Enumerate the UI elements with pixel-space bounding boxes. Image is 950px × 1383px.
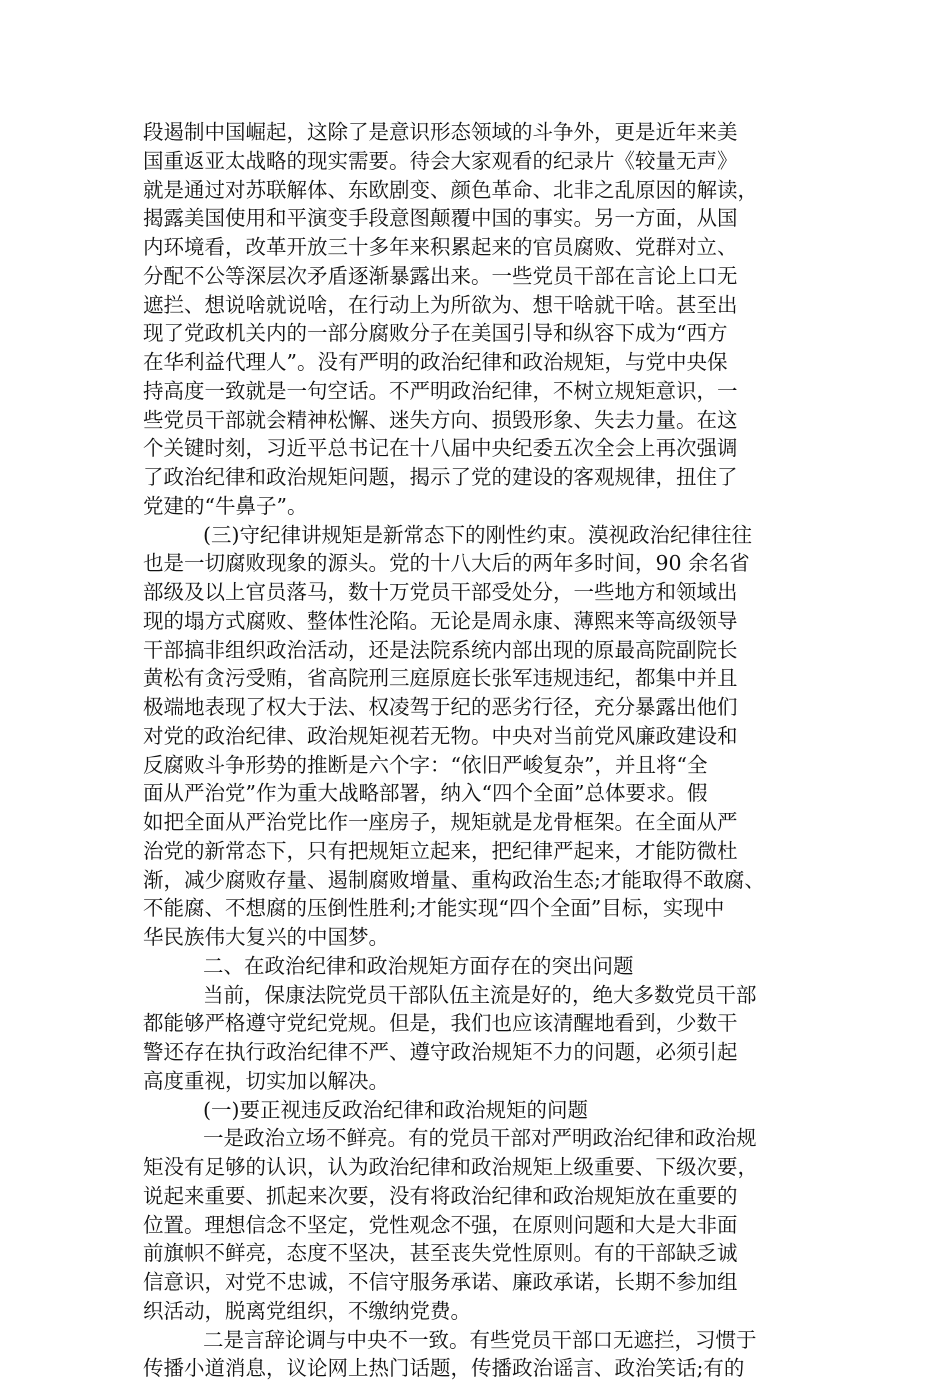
text-line: 当前，保康法院党员干部队伍主流是好的，绝大多数党员干部 [203,982,757,1007]
text-line: 部级及以上官员落马，数十万党员干部受处分，一些地方和领域出 [143,580,738,604]
text-line: 传播小道消息，议论网上热门话题，传播政治谣言、政治笑话;有的 [143,1356,745,1381]
text-line: 说起来重要、抓起来次要，没有将政治纪律和政治规矩放在重要的 [143,1183,738,1208]
text-line: 警还存在执行政治纪律不严、遵守政治规矩不力的问题，必须引起 [143,1040,738,1064]
text-line: 一是政治立场不鲜亮。有的党员干部对严明政治纪律和政治规 [203,1126,757,1151]
text-line: 就是通过对苏联解体、东欧剧变、颜色革命、北非之乱原因的解读， [143,177,758,202]
text-line: 如把全面从严治党比作一座房子，规矩就是龙骨框架。在全面从严 [143,810,738,834]
text-line: 前旗帜不鲜亮，态度不坚决，甚至丧失党性原则。有的干部缺乏诚 [143,1241,738,1266]
text-line: 矩没有足够的认识，认为政治纪律和政治规矩上级重要、下级次要， [143,1155,758,1179]
text-line: 华民族伟大复兴的中国梦。 [143,925,389,949]
text-line: 位置。理想信念不坚定，党性观念不强，在原则问题和大是大非面 [143,1212,738,1237]
text-line: 织活动，脱离党组织，不缴纳党费。 [143,1298,471,1323]
subsection-heading-1: (一)要正视违反政治纪律和政治规矩的问题 [203,1097,588,1122]
text-line: 个关键时刻，习近平总书记在十八届中央纪委五次全会上再次强调 [143,436,738,461]
text-line: 都能够严格遵守党纪党规。但是，我们也应该清醒地看到，少数干 [143,1011,738,1036]
text-line: 些党员干部就会精神松懈、迷失方向、损毁形象、失去力量。在这 [143,407,738,432]
text-line: 段遏制中国崛起，这除了是意识形态领域的斗争外，更是近年来美 [143,120,738,144]
text-line: 在华利益代理人”。没有严明的政治纪律和政治规矩，与党中央保 [143,350,728,374]
section-heading-2: 二、在政治纪律和政治规矩方面存在的突出问题 [203,953,634,978]
text-line: 遮拦、想说啥就说啥，在行动上为所欲为、想干啥就干啥。甚至出 [143,292,738,317]
text-line: 黄松有贪污受贿，省高院刑三庭原庭长张军违规违纪，都集中并且 [143,666,738,691]
text-line: 渐，减少腐败存量、遏制腐败增量、重构政治生态;才能取得不敢腐、 [143,867,765,892]
text-line: 了政治纪律和政治规矩问题，揭示了党的建设的客观规律，扭住了 [143,465,738,489]
text-line: 治党的新常态下，只有把规矩立起来，把纪律严起来，才能防微杜 [143,838,738,863]
text-line: 党建的“牛鼻子”。 [143,493,308,518]
text-line: 二是言辞论调与中央不一致。有些党员干部口无遮拦，习惯于 [203,1327,757,1352]
text-line: 国重返亚太战略的现实需要。待会大家观看的纪录片《较量无声》 [143,148,738,173]
text-line: 面从严治党”作为重大战略部署，纳入“四个全面”总体要求。假 [143,781,708,806]
text-line: 干部搞非组织政治活动，还是法院系统内部出现的原最高院副院长 [143,637,738,662]
text-line: 对党的政治纪律、政治规矩视若无物。中央对当前党风廉政建设和 [143,723,738,748]
text-line: 信意识，对党不忠诚，不信守服务承诺、廉政承诺，长期不参加组 [143,1270,738,1294]
text-line: 也是一切腐败现象的源头。党的十八大后的两年多时间，90 余名省 [143,551,750,576]
text-line: 不能腐、不想腐的压倒性胜利;才能实现“四个全面”目标，实现中 [143,896,725,921]
text-line: 持高度一致就是一句空话。不严明政治纪律，不树立规矩意识，一 [143,378,738,403]
text-line: 现的塌方式腐败、整体性沦陷。无论是周永康、薄熙来等高级领导 [143,608,738,633]
text-line: 极端地表现了权大于法、权凌驾于纪的恶劣行径，充分暴露出他们 [143,695,738,719]
text-line: 内环境看，改革开放三十多年来积累起来的官员腐败、党群对立、 [143,235,738,259]
text-line: 高度重视，切实加以解决。 [143,1068,389,1093]
text-line: 揭露美国使用和平演变手段意图颠覆中国的事实。另一方面，从国 [143,206,738,231]
text-line: 反腐败斗争形势的推断是六个字：“依旧严峻复杂”，并且将“全 [143,752,708,777]
text-line: 分配不公等深层次矛盾逐渐暴露出来。一些党员干部在言论上口无 [143,263,738,288]
section-heading-3: (三)守纪律讲规矩是新常态下的刚性约束。漠视政治纪律往往 [203,522,752,547]
text-line: 现了党政机关内的一部分腐败分子在美国引导和纵容下成为“西方 [143,321,728,346]
document-body [143,118,823,1383]
